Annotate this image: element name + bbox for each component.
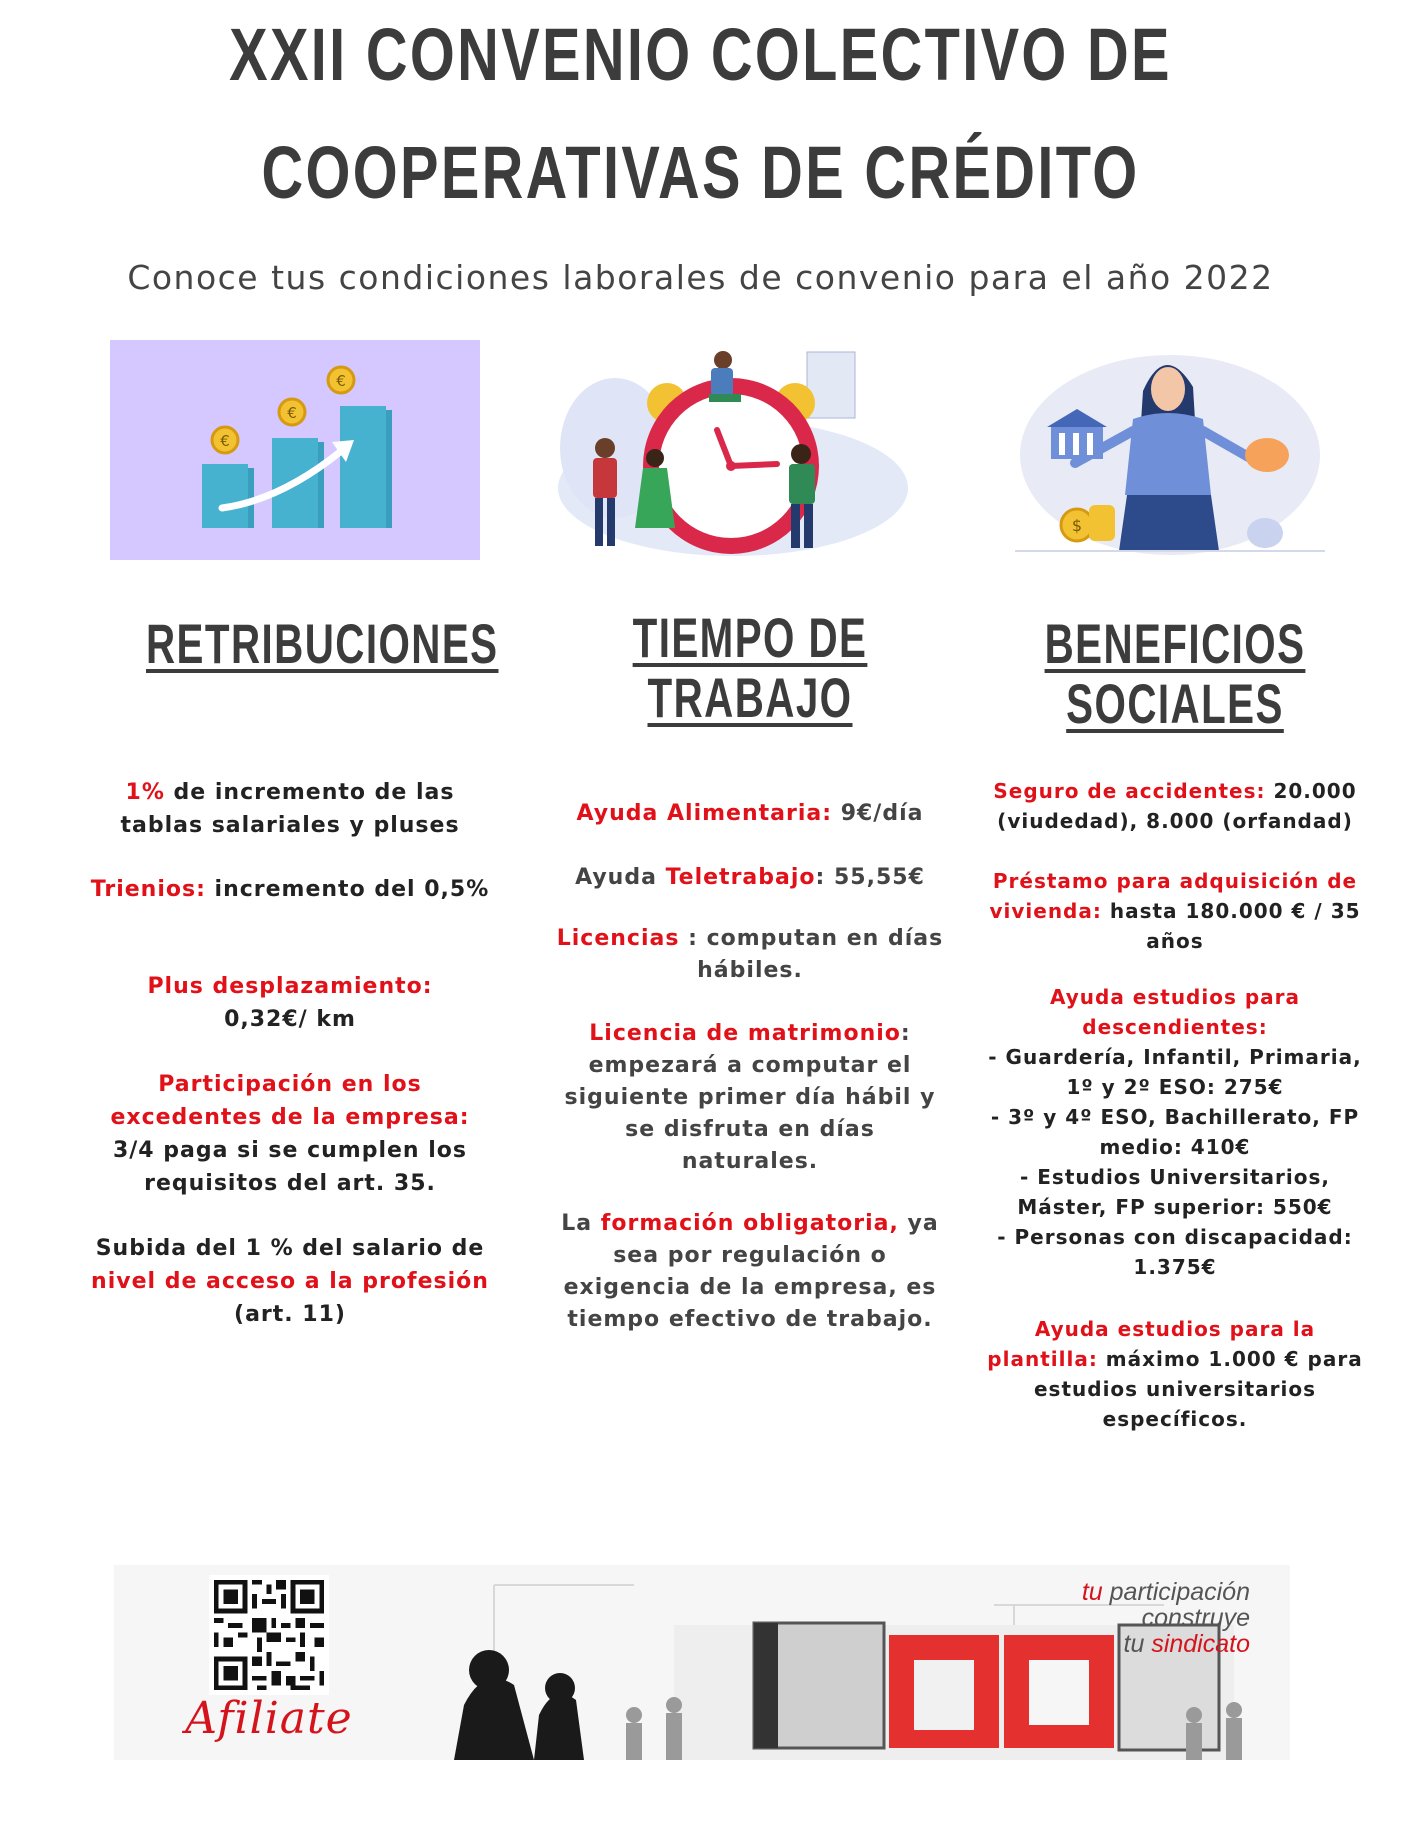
formacion-item <box>555 1208 945 1336</box>
participacion-item <box>90 1068 490 1200</box>
column-beneficios-sociales <box>985 0 1365 1500</box>
seguro-accidentes-item <box>985 776 1365 836</box>
afiliate-link[interactable]: Afiliate <box>185 1693 353 1744</box>
subida-nivel-item <box>90 1232 490 1331</box>
teletrabajo-item <box>555 862 945 894</box>
heading-tiempo-line1: TIEMPO DE <box>632 606 868 669</box>
prestamo-vivienda-text: hasta 180.000 € / 35 años <box>1101 899 1361 953</box>
trienios-text: incremento del 0,5% <box>205 877 490 902</box>
plus-desplazamiento-text: 0,32€/ km <box>224 1007 356 1032</box>
column-tiempo-trabajo <box>555 0 945 1400</box>
trienios-label: Trienios: <box>90 877 206 902</box>
svg-text:$: $ <box>1071 516 1083 535</box>
qr-code-graphic <box>209 1575 329 1695</box>
heading-retribuciones: RETRIBUCIONES <box>146 612 499 675</box>
teletrabajo-pre: Ayuda <box>575 865 666 890</box>
seguro-accidentes-text: 20.000 (viudedad), 8.000 (orfandad) <box>997 779 1357 833</box>
subida-nivel-label: nivel de acceso a la profesión <box>91 1269 489 1294</box>
heading-beneficios-line1: BENEFICIOS <box>1044 612 1306 675</box>
qr-code-icon[interactable] <box>209 1575 329 1695</box>
heading-beneficios-sociales <box>1038 614 1312 734</box>
svg-text:€: € <box>287 404 297 422</box>
plus-desplazamiento-label: Plus desplazamiento: <box>147 974 433 999</box>
ayuda-descendientes-line: - Guardería, Infantil, Primaria, 1º y 2º ESO: 275€ <box>988 1045 1362 1099</box>
title-line-2: COOPERATIVAS DE CRÉDITO <box>261 131 1140 214</box>
ayuda-plantilla-label: Ayuda estudios para la plantilla: <box>987 1317 1316 1371</box>
slogan-word: participación <box>1102 1578 1250 1606</box>
licencia-matrimonio-item <box>555 1018 945 1178</box>
ayuda-descendientes-label: Ayuda estudios para descendientes: <box>1049 985 1301 1039</box>
column-retribuciones <box>90 0 499 1400</box>
formacion-label: formación obligatoria, <box>600 1211 899 1236</box>
title-line-1: XXII CONVENIO COLECTIVO DE <box>229 13 1172 96</box>
ayuda-descendientes-line: - Personas con discapacidad: 1.375€ <box>997 1225 1353 1279</box>
trienios-item <box>90 873 490 906</box>
formacion-text: ya sea por regulación o exigencia de la empresa, es tiempo efectivo de trabajo. <box>563 1211 939 1332</box>
formacion-pre: La <box>561 1211 601 1236</box>
slogan-word: tu <box>1081 1578 1103 1606</box>
licencia-matrimonio-text: : empezará a computar el siguiente primer día hábil y se disfruta en días naturales. <box>564 1021 936 1174</box>
plus-desplazamiento-item <box>90 970 490 1036</box>
footer-banner <box>114 1565 1290 1760</box>
slogan-word: construye <box>1141 1604 1250 1632</box>
ayuda-descendientes-item <box>985 982 1365 1282</box>
salary-increase-item <box>90 776 490 842</box>
prestamo-vivienda-label: Préstamo para adquisición de vivienda: <box>989 869 1358 923</box>
slogan-word: tu <box>1123 1630 1145 1658</box>
licencias-item <box>555 923 945 987</box>
subida-nivel-ref: (art. 11) <box>234 1302 346 1327</box>
ayuda-alimentaria-item <box>555 798 945 830</box>
prestamo-vivienda-item <box>985 866 1365 956</box>
ayuda-alimentaria-label: Ayuda Alimentaria: <box>576 801 833 826</box>
heading-tiempo-trabajo <box>610 608 891 728</box>
svg-text:€: € <box>220 432 230 450</box>
ayuda-descendientes-line: - 3º y 4º ESO, Bachillerato, FP medio: 410€ <box>990 1105 1360 1159</box>
participacion-text: 3/4 paga si se cumplen los requisitos del art. 35. <box>112 1138 468 1196</box>
teletrabajo-text: : 55,55€ <box>815 865 925 890</box>
ayuda-alimentaria-text: 9€/día <box>832 801 924 826</box>
slogan-word: sindicato <box>1144 1630 1250 1658</box>
svg-text:€: € <box>336 372 346 390</box>
ayuda-plantilla-item <box>985 1314 1365 1434</box>
heading-beneficios-line2: SOCIALES <box>1066 672 1284 735</box>
salary-increase-text: de incremento de las tablas salariales y pluses <box>120 780 460 838</box>
subtitle: Conoce tus condiciones laborales de convenio para el año 2022 <box>127 258 1274 297</box>
seguro-accidentes-label: Seguro de accidentes: <box>993 779 1266 803</box>
slogan <box>990 1579 1250 1657</box>
participacion-label: Participación en los excedentes de la empresa: <box>110 1072 470 1130</box>
ayuda-plantilla-text: máximo 1.000 € para estudios universitarios específicos. <box>1033 1347 1363 1431</box>
salary-increase-label: 1% <box>125 780 165 805</box>
heading-tiempo-line2: TRABAJO <box>647 666 853 729</box>
licencias-text: : computan en días hábiles. <box>679 926 944 983</box>
ayuda-descendientes-line: - Estudios Universitarios, Máster, FP superior: 550€ <box>1017 1165 1333 1219</box>
licencias-label: Licencias <box>556 926 680 951</box>
subida-nivel-pre: Subida del 1 % del salario de <box>95 1236 485 1261</box>
licencia-matrimonio-label: Licencia de matrimonio <box>589 1021 901 1046</box>
teletrabajo-label: Teletrabajo <box>665 865 816 890</box>
